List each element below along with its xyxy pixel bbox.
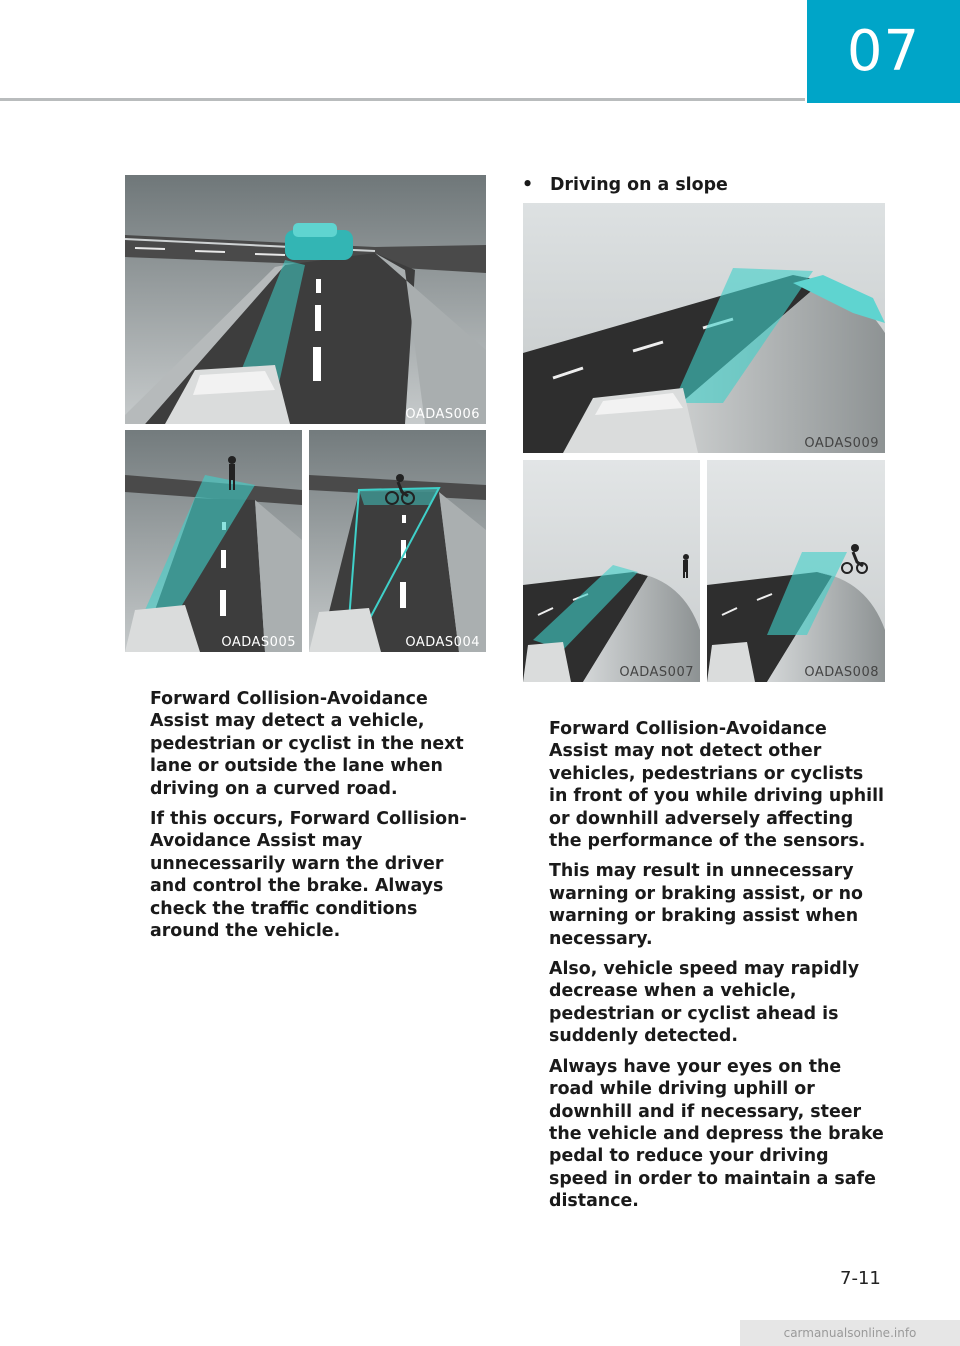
paragraph: Always have your eyes on the road while driving uphill or downhill and if necessary, steer the vehicle and depress the brake pedal to reduce your driving speed in order to maintain a safe distance. (549, 1056, 884, 1212)
header-rule (0, 98, 805, 101)
illustration-slope-cyclist (707, 460, 885, 682)
illustration-slope-pedestrian (523, 460, 700, 682)
paragraph: Also, vehicle speed may rapidly decrease when a vehicle, pedestrian or cyclist ahead is suddenly detected. (549, 959, 860, 1047)
paragraph: If this occurs, Forward Collision-Avoidance Assist may unnecessarily warn the driver and control the brake. Always check the traffic conditions around the vehicle. (150, 809, 467, 942)
illustration-slope-vehicle (523, 203, 885, 453)
chapter-tab: 07 (807, 0, 960, 103)
figure-code: OADAS004 (405, 635, 480, 650)
left-column-text (150, 688, 485, 950)
paragraph: This may result in unnecessary warning or braking assist, or no warning or braking assist when necessary. (549, 861, 863, 949)
bullet: • (522, 175, 534, 195)
heading-text: Driving on a slope (550, 175, 728, 195)
figure-code: OADAS007 (619, 665, 694, 680)
figure-slope-pedestrian (523, 460, 700, 682)
right-column-text (549, 718, 884, 1221)
section-heading (522, 173, 728, 197)
figure-curved-road-vehicle (125, 175, 486, 424)
paragraph: Forward Collision-Avoidance Assist may detect a vehicle, pedestrian or cyclist in the next lane or outside the lane when driving on a curved road. (150, 689, 464, 799)
figure-code: OADAS005 (221, 635, 296, 650)
figure-code: OADAS009 (804, 436, 879, 451)
figure-code: OADAS008 (804, 665, 879, 680)
figure-curved-road-cyclist (309, 430, 486, 652)
illustration-curved-road-cyclist (309, 430, 486, 652)
illustration-curved-road-pedestrian (125, 430, 302, 652)
figure-slope-vehicle (523, 203, 885, 453)
figure-curved-road-pedestrian (125, 430, 302, 652)
paragraph: Forward Collision-Avoidance Assist may not detect other vehicles, pedestrians or cyclists in front of you while driving uphill or downhill adversely affecting the performance of the sensors. (549, 719, 884, 852)
figure-slope-cyclist (707, 460, 885, 682)
page-number: 7-11 (840, 1268, 881, 1289)
watermark: carmanualsonline.info (740, 1320, 960, 1346)
figure-code: OADAS006 (405, 407, 480, 422)
illustration-curved-road-vehicle (125, 175, 486, 424)
